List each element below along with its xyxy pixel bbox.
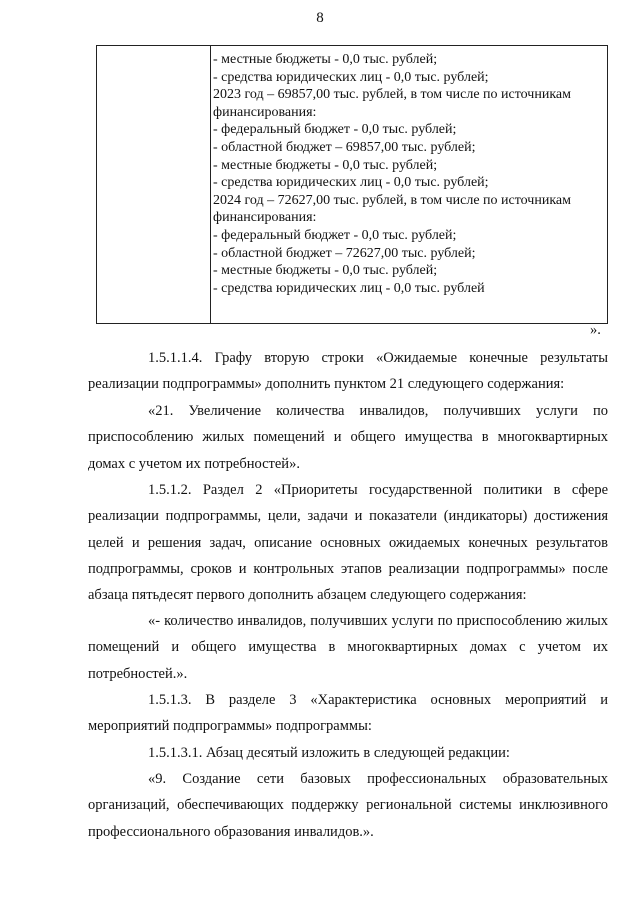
text-line: «9. Создание сети базовых профессиональных образовательных [148,771,608,787]
table-line: 2023 год – 69857,00 тыс. рублей, в том числе по источникам [213,87,571,103]
text-line: целей и решения задач, описание основных ожидаемых конечных результатов [88,534,608,551]
text-line: 1.5.1.2. Раздел 2 «Приоритеты государственной политики в сфере [148,482,608,498]
paragraph-quote-9 [88,766,608,845]
table-line: - средства юридических лиц - 0,0 тыс. рублей; [213,69,489,85]
text-line: домах с учетом их потребностей». [88,455,300,472]
table-line: - местные бюджеты - 0,0 тыс. рублей; [213,157,438,173]
text-line: реализации подпрограммы, цели, задачи и показатели (индикаторы) достижения [88,508,608,525]
table-line: - областной бюджет – 69857,00 тыс. рублей; [213,139,476,155]
table-line: финансирования: [213,104,317,120]
table-line: - средства юридических лиц - 0,0 тыс. рублей; [213,175,489,191]
text-line: приспособлению жилых помещений и общего имущества в многоквартирных [88,429,608,446]
text-line: «21. Увеличение количества инвалидов, получивших услуги по [148,403,608,419]
text-line: 1.5.1.3. В разделе 3 «Характеристика основных мероприятий и [148,692,608,708]
table-line: финансирования: [213,210,317,226]
table-line: - федеральный бюджет - 0,0 тыс. рублей; [213,122,457,138]
text-line: потребностей.». [88,665,188,682]
text-line: 1.5.1.3.1. Абзац десятый изложить в следующей редакции: [148,745,510,761]
paragraph-quote-21 [88,398,608,477]
text-line: 1.5.1.1.4. Графу вторую строки «Ожидаемые конечные результаты [148,350,608,366]
table-column-divider [210,46,211,323]
paragraph-1-5-1-3 [88,687,608,740]
text-line: помещений и общего имущества в многоквартирных домах с учетом их [88,639,608,656]
table-line: - средства юридических лиц - 0,0 тыс. рублей [213,280,485,296]
paragraph-1-5-1-2 [88,477,608,608]
text-line: организаций, обеспечивающих поддержку региональной системы инклюзивного [88,797,608,814]
financing-table [96,45,608,324]
paragraph-1-5-1-1-4 [88,345,608,398]
text-line: реализации подпрограммы» дополнить пунктом 21 следующего содержания: [88,376,565,393]
table-line: 2024 год – 72627,00 тыс. рублей, в том числе по источникам [213,192,571,208]
table-line: - местные бюджеты - 0,0 тыс. рублей; [213,52,438,67]
text-line: абзаца пятьдесят первого дополнить абзацем следующего содержания: [88,587,527,604]
text-line: подпрограммы, сроков и контрольных этапов реализации подпрограммы» после [88,560,608,577]
paragraph-quote-indicator [88,608,608,687]
text-line: «- количество инвалидов, получивших услуги по приспособлению жилых [148,613,608,629]
table-line: - федеральный бюджет - 0,0 тыс. рублей; [213,227,457,243]
table-line: - местные бюджеты - 0,0 тыс. рублей; [213,263,438,279]
table-line: - областной бюджет – 72627,00 тыс. рублей; [213,245,476,261]
text-line: профессионального образования инвалидов.». [88,823,374,840]
closing-quote: ». [590,322,601,338]
page-number: 8 [316,10,324,26]
text-line: мероприятий подпрограммы» подпрограммы: [88,718,372,735]
paragraph-1-5-1-3-1 [118,740,608,766]
financing-cell [213,51,605,297]
